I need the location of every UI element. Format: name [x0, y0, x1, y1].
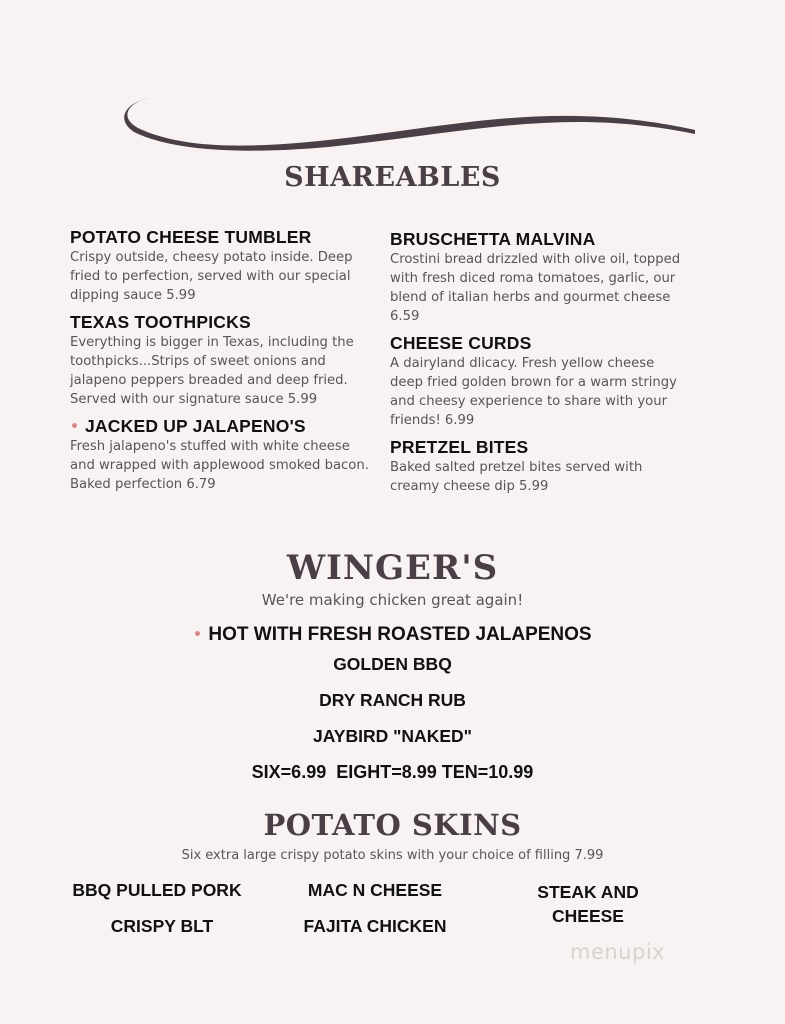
- shareables-right-column: [390, 228, 690, 502]
- item-description: Fresh jalapeno's stuffed with white cheese and wrapped with applewood smoked bacon. Baked perfection 6.79: [70, 439, 369, 492]
- item-name: CHEESE CURDS: [390, 333, 532, 353]
- item-description: Crispy outside, cheesy potato inside. Deep fried to perfection, served with our special dipping sauce 5.99: [70, 250, 353, 303]
- item-name: POTATO CHEESE TUMBLER: [70, 227, 312, 247]
- spicy-dot-icon: [72, 423, 77, 428]
- wing-flavor: JAYBIRD "NAKED": [313, 726, 472, 746]
- menu-item: [70, 311, 370, 409]
- wingers-title: WINGER'S: [286, 548, 499, 588]
- spicy-dot-icon: [195, 631, 200, 636]
- item-description: Everything is bigger in Texas, including the toothpicks...Strips of sweet onions and jalapeno peppers breaded and deep fried. Served with our signature sauce 5.99: [70, 335, 354, 407]
- filling-option: STEAK AND CHEESE: [537, 882, 639, 926]
- item-name: PRETZEL BITES: [390, 437, 529, 457]
- shareables-title: SHAREABLES: [284, 162, 501, 193]
- decorative-swoosh-icon: [118, 92, 698, 152]
- item-name-row: [70, 415, 370, 437]
- filling-option: MAC N CHEESE: [307, 880, 443, 900]
- wingers-tagline: We're making chicken great again!: [261, 591, 524, 609]
- item-name: TEXAS TOOTHPICKS: [70, 312, 251, 332]
- item-name: BRUSCHETTA MALVINA: [390, 229, 596, 249]
- menu-item: [70, 415, 370, 494]
- filling-option: FAJITA CHICKEN: [303, 916, 447, 936]
- wing-flavor: DRY RANCH RUB: [319, 690, 466, 710]
- wing-flavor: GOLDEN BBQ: [333, 654, 452, 674]
- menu-item: [70, 226, 370, 305]
- item-description: Crostini bread drizzled with olive oil, topped with fresh diced roma tomatoes, garlic, our blend of italian herbs and gourmet cheese 6.59: [390, 252, 681, 324]
- item-name: JACKED UP JALAPENO'S: [85, 416, 306, 436]
- wing-flavor-row: [0, 624, 785, 646]
- wing-prices: SIX=6.99 EIGHT=8.99 TEN=10.99: [251, 762, 534, 782]
- shareables-left-column: [70, 226, 370, 500]
- menu-item: [390, 228, 690, 326]
- menu-item: [390, 436, 690, 496]
- potato-skins-title: POTATO SKINS: [263, 808, 522, 842]
- filling-option: CRISPY BLT: [110, 916, 214, 936]
- potato-skins-subtitle: Six extra large crispy potato skins with your choice of filling 7.99: [181, 848, 604, 863]
- item-description: Baked salted pretzel bites served with creamy cheese dip 5.99: [390, 460, 643, 494]
- filling-option: BBQ PULLED PORK: [72, 880, 242, 900]
- item-description: A dairyland dlicacy. Fresh yellow cheese deep fried golden brown for a warm stringy and cheesy experience to share with your friends! 6.99: [390, 356, 677, 428]
- watermark: menupix: [570, 940, 666, 964]
- menu-item: [390, 332, 690, 430]
- wing-flavor: HOT WITH FRESH ROASTED JALAPENOS: [208, 624, 592, 645]
